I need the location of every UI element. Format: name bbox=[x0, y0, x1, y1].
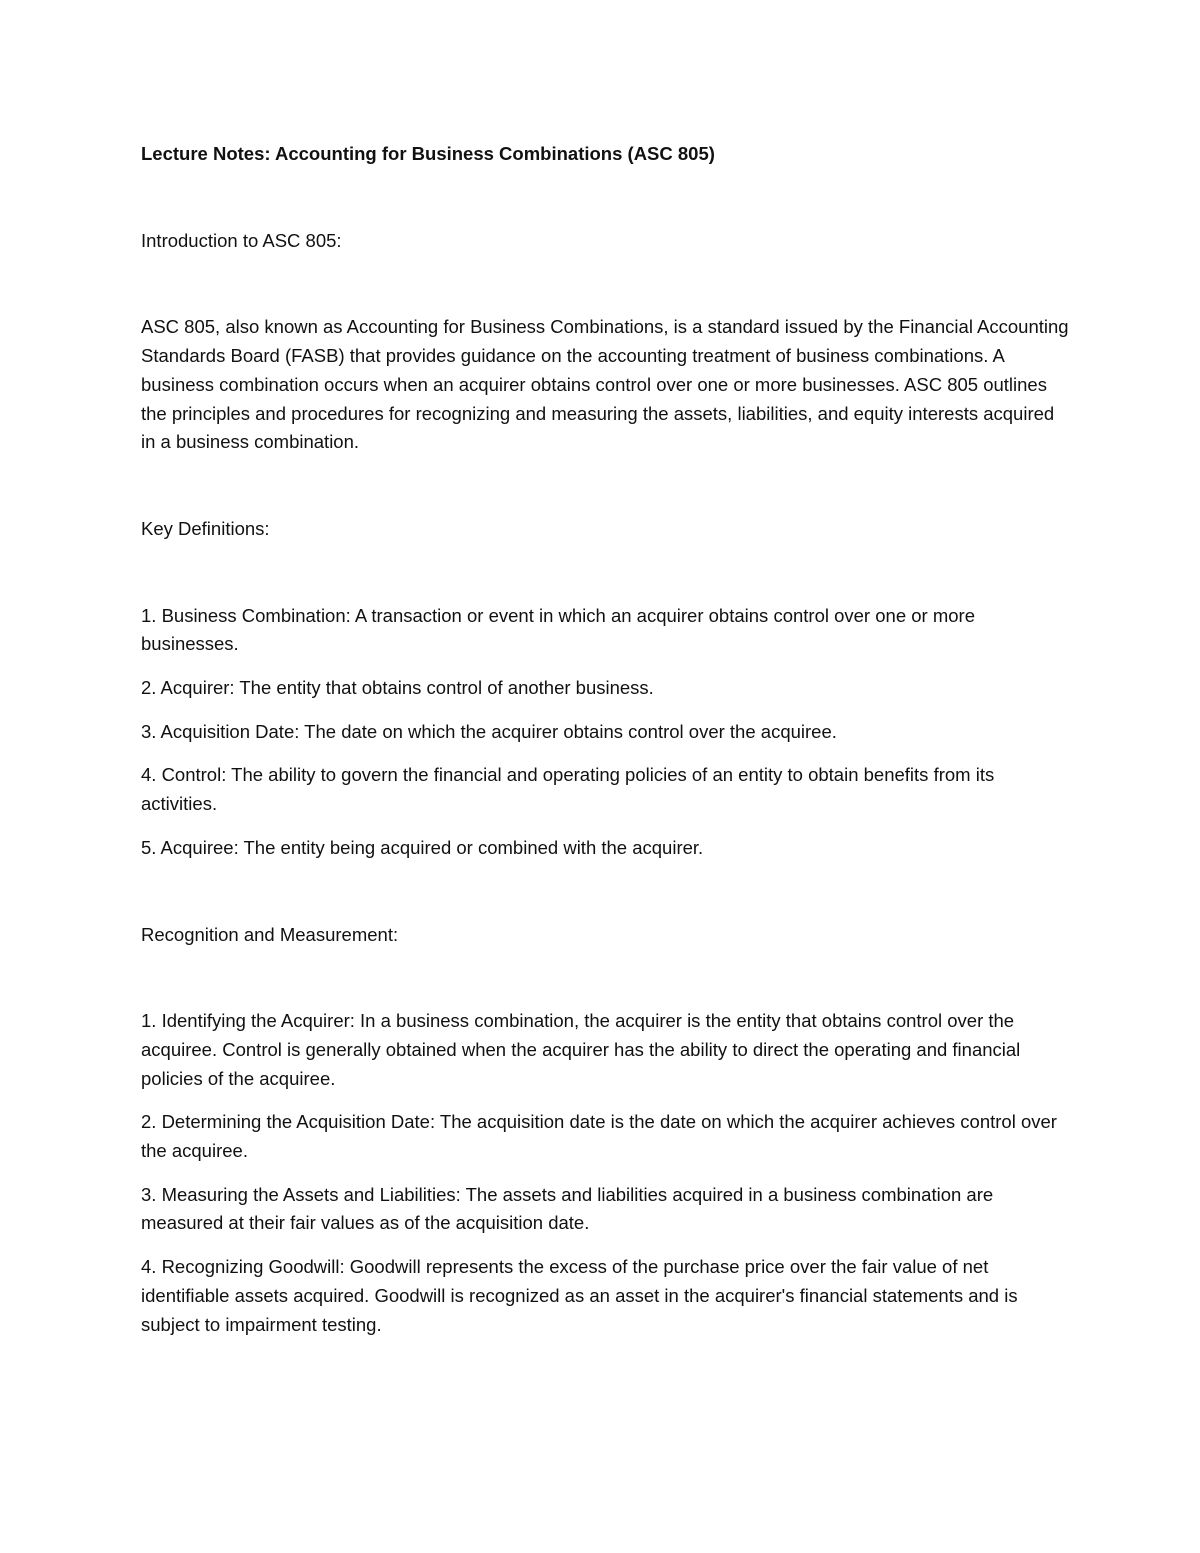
list-item: 2. Acquirer: The entity that obtains control of another business. bbox=[141, 677, 654, 699]
list-item: 1. Business Combination: A transaction or event in which an acquirer obtains control over one or more businesses. bbox=[141, 604, 975, 655]
list-item: 3. Acquisition Date: The date on which the acquirer obtains control over the acquiree. bbox=[141, 720, 837, 742]
list-item: 5. Acquiree: The entity being acquired or combined with the acquirer. bbox=[141, 836, 704, 858]
recognition-measurement-list bbox=[141, 1007, 1071, 1339]
section-heading-key-definitions: Key Definitions: bbox=[141, 517, 270, 539]
list-item: 4. Recognizing Goodwill: Goodwill represents the excess of the purchase price over the fair value of net identifiable assets acquired. Goodwill is recognized as an asset in the acquirer's financial statements and is subject to impairment testing. bbox=[141, 1256, 1018, 1335]
document-title: Lecture Notes: Accounting for Business Combinations (ASC 805) bbox=[141, 143, 715, 164]
list-item: 4. Control: The ability to govern the financial and operating policies of an entity to obtain benefits from its activities. bbox=[141, 764, 995, 815]
list-item: 2. Determining the Acquisition Date: The acquisition date is the date on which the acquirer achieves control over the acquiree. bbox=[141, 1111, 1057, 1162]
introduction-paragraph: ASC 805, also known as Accounting for Business Combinations, is a standard issued by the Financial Accounting Standards Board (FASB) that provides guidance on the accounting treatment of business combinations. A business combination occurs when an acquirer obtains control over one or more businesses. ASC 805 outlines the principles and procedures for recognizing and measuring the assets, liabilities, and equity interests acquired in a business combination. bbox=[141, 316, 1069, 453]
section-heading-recognition-measurement: Recognition and Measurement: bbox=[141, 923, 399, 945]
document-page bbox=[141, 140, 1071, 1354]
section-heading-introduction: Introduction to ASC 805: bbox=[141, 229, 342, 251]
key-definitions-list bbox=[141, 602, 1071, 863]
list-item: 3. Measuring the Assets and Liabilities: The assets and liabilities acquired in a business combination are measured at their fair values as of the acquisition date. bbox=[141, 1183, 994, 1234]
list-item: 1. Identifying the Acquirer: In a business combination, the acquirer is the entity that obtains control over the acquiree. Control is generally obtained when the acquirer has the ability to direct the operating and financial policies of the acquiree. bbox=[141, 1010, 1021, 1089]
